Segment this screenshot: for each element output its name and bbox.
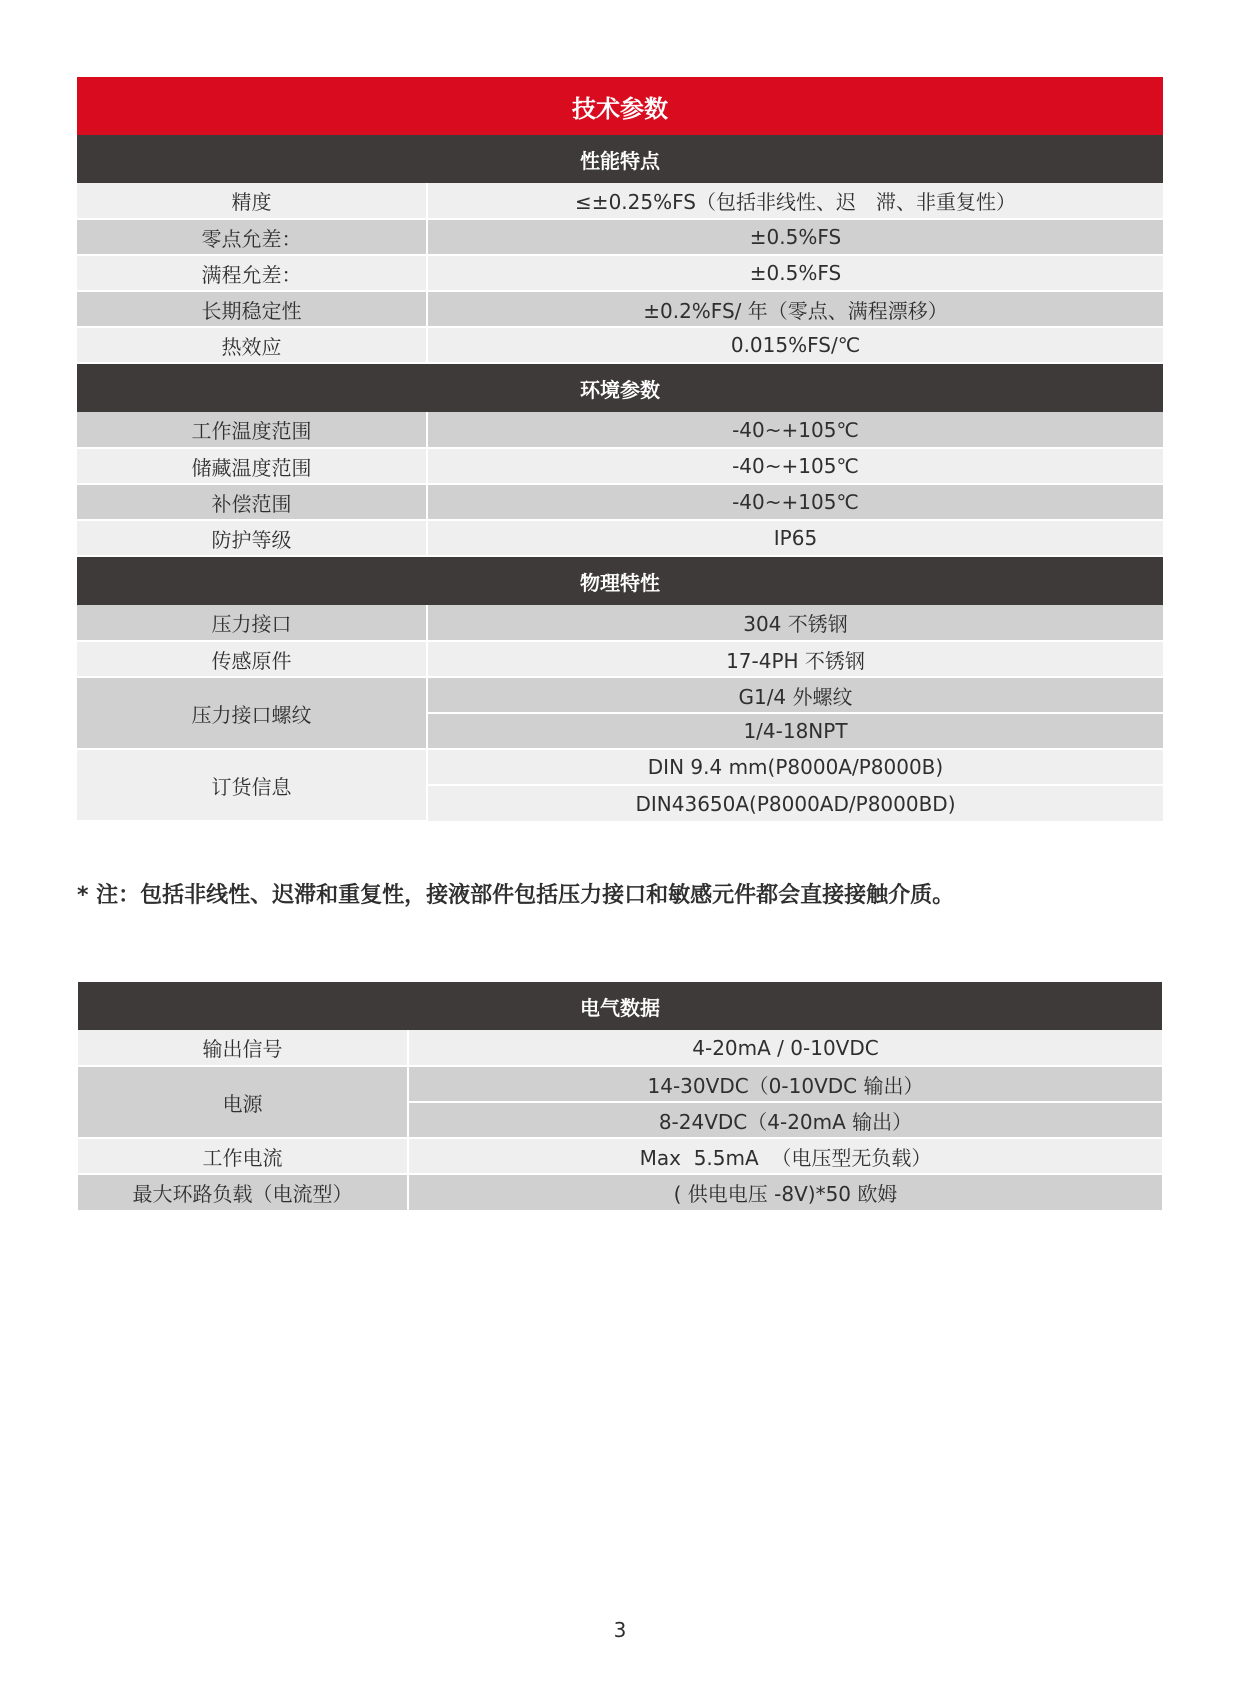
table-row	[77, 749, 1163, 785]
table-row	[78, 1174, 1162, 1210]
table-row	[77, 520, 1163, 556]
table-row	[78, 1066, 1162, 1102]
row-value: ( 供电电压 -8V)*50 欧姆	[408, 1174, 1162, 1210]
row-value: 1/4-18NPT	[427, 713, 1163, 749]
row-label: 传感原件	[77, 641, 427, 677]
table-row	[77, 412, 1163, 448]
table-row	[77, 677, 1163, 713]
row-value: 14-30VDC（0-10VDC 输出）	[408, 1066, 1162, 1102]
row-value: Max 5.5mA （电压型无负载）	[408, 1138, 1162, 1174]
table-row	[77, 327, 1163, 363]
row-label: 补偿范围	[77, 484, 427, 520]
row-label: 订货信息	[77, 749, 427, 821]
row-value: DIN43650A(P8000AD/P8000BD)	[427, 785, 1163, 821]
row-value: 8-24VDC（4-20mA 输出）	[408, 1102, 1162, 1138]
footnote: * 注：包括非线性、迟滞和重复性，接液部件包括压力接口和敏感元件都会直接接触介质。	[77, 883, 955, 908]
row-value: G1/4 外螺纹	[427, 677, 1163, 713]
table-row	[77, 183, 1163, 219]
table-row	[78, 1138, 1162, 1174]
row-value: ±0.5%FS	[427, 255, 1163, 291]
row-value: ≤±0.25%FS（包括非线性、迟 滞、非重复性）	[427, 183, 1163, 219]
row-value: 0.015%FS/℃	[427, 327, 1163, 363]
table-row	[77, 291, 1163, 327]
row-label: 满程允差：	[77, 255, 427, 291]
section-heading-electrical: 电气数据	[78, 982, 1162, 1030]
section-heading-environment: 环境参数	[77, 363, 1163, 412]
row-label: 储藏温度范围	[77, 448, 427, 484]
table-row	[77, 219, 1163, 255]
row-value: 4-20mA / 0-10VDC	[408, 1030, 1162, 1066]
row-label: 工作电流	[78, 1138, 408, 1174]
section-heading-physical: 物理特性	[77, 556, 1163, 605]
row-label: 热效应	[77, 327, 427, 363]
row-label: 长期稳定性	[77, 291, 427, 327]
table-row	[77, 255, 1163, 291]
tech-params-table	[77, 77, 1163, 822]
row-label: 输出信号	[78, 1030, 408, 1066]
row-value: DIN 9.4 mm(P8000A/P8000B)	[427, 749, 1163, 785]
table-row	[77, 484, 1163, 520]
row-label: 精度	[77, 183, 427, 219]
row-value: -40~+105℃	[427, 412, 1163, 448]
table-row	[77, 605, 1163, 641]
page-number: 3	[613, 1618, 627, 1642]
row-label: 最大环路负载（电流型）	[78, 1174, 408, 1210]
row-value: ±0.5%FS	[427, 219, 1163, 255]
tech-params-title: 技术参数	[77, 77, 1163, 135]
row-label: 电源	[78, 1066, 408, 1138]
section-heading-performance: 性能特点	[77, 135, 1163, 183]
row-value: 304 不锈钢	[427, 605, 1163, 641]
row-value: ±0.2%FS/ 年（零点、满程漂移）	[427, 291, 1163, 327]
row-value: -40~+105℃	[427, 484, 1163, 520]
row-label: 压力接口	[77, 605, 427, 641]
table-row	[77, 641, 1163, 677]
row-value: IP65	[427, 520, 1163, 556]
table-row	[77, 448, 1163, 484]
row-value: 17-4PH 不锈钢	[427, 641, 1163, 677]
row-label: 工作温度范围	[77, 412, 427, 448]
row-label: 压力接口螺纹	[77, 677, 427, 749]
row-label: 零点允差：	[77, 219, 427, 255]
electrical-data-table	[78, 982, 1162, 1210]
row-value: -40~+105℃	[427, 448, 1163, 484]
table-row	[78, 1030, 1162, 1066]
row-label: 防护等级	[77, 520, 427, 556]
